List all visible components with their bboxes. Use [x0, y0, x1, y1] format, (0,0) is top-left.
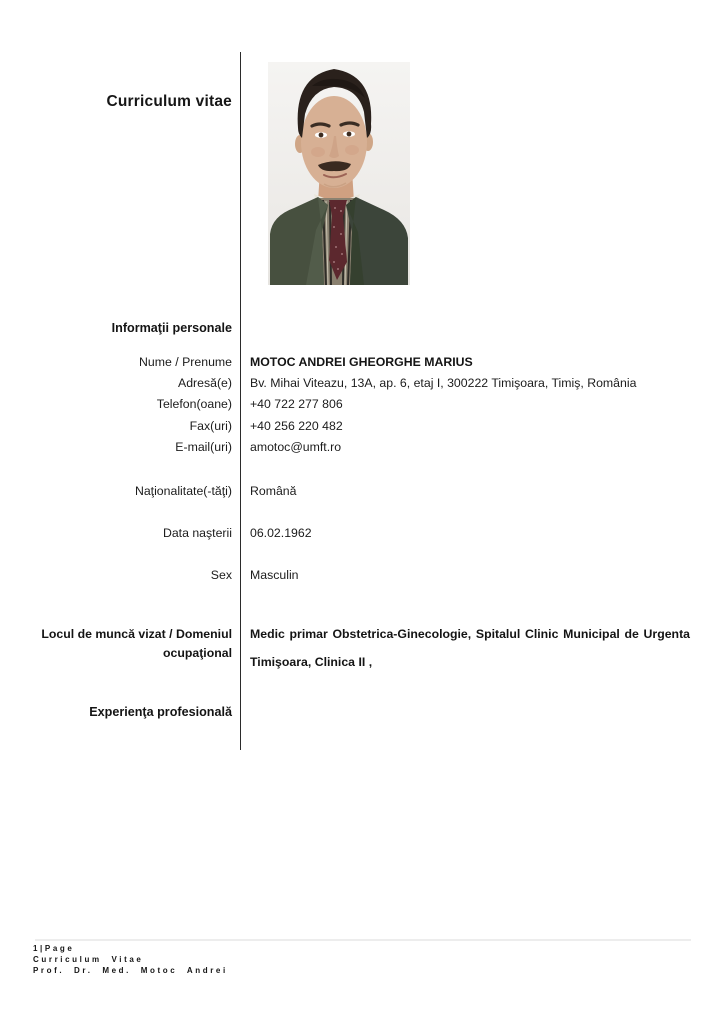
field-row-personal-info-header — [35, 319, 690, 338]
field-row-name — [35, 353, 690, 372]
field-label-birth-date: Data naşterii — [162, 526, 232, 540]
field-value-name: MOTOC ANDREI GHEORGHE MARIUS — [250, 355, 473, 369]
field-label-desired-employment: Locul de muncă vizat / Domeniul ocupaţional — [41, 627, 232, 660]
field-label-email: E-mail(uri) — [175, 440, 232, 454]
field-row-birth-date — [35, 524, 690, 543]
field-row-address — [35, 374, 690, 393]
field-label-name: Nume / Prenume — [139, 355, 232, 369]
field-value-birth-date: 06.02.1962 — [250, 526, 312, 540]
portrait-photo — [268, 62, 410, 285]
field-row-phone — [35, 395, 690, 414]
field-value-phone: +40 722 277 806 — [250, 397, 343, 411]
field-row-experience-header — [35, 703, 690, 722]
field-value-sex: Masculin — [250, 568, 299, 582]
field-row-fax — [35, 417, 690, 436]
footer-divider-line — [35, 939, 691, 941]
field-row-email — [35, 438, 690, 457]
footer-doc-title: Curriculum Vitae — [33, 955, 144, 964]
field-row-nationality — [35, 482, 690, 501]
field-label-phone: Telefon(oane) — [156, 397, 232, 411]
field-label-sex: Sex — [210, 568, 232, 582]
section-header-personal-info: Informaţii personale — [111, 321, 232, 335]
portrait-photo-illustration — [268, 62, 410, 285]
page-title: Curriculum vitae — [106, 93, 232, 110]
field-row-desired-employment — [35, 625, 690, 676]
field-label-address: Adresă(e) — [178, 376, 232, 390]
section-header-experience: Experienţa profesională — [89, 705, 232, 719]
field-value-email: amotoc@umft.ro — [250, 440, 342, 454]
field-value-desired-employment: Medic primar Obstetrica-Ginecologie, Spitalul Clinic Municipal de Urgenta Timişoara, Clinica II , — [250, 627, 690, 669]
page-footer — [33, 943, 228, 976]
field-row-sex — [35, 566, 690, 585]
field-label-fax: Fax(uri) — [189, 419, 232, 433]
field-value-nationality: Română — [250, 484, 297, 498]
footer-author: Prof. Dr. Med. Motoc Andrei — [33, 966, 228, 975]
footer-page-number: 1|Page — [33, 944, 75, 953]
field-value-fax: +40 256 220 482 — [250, 419, 343, 433]
field-label-nationality: Naţionalitate(-tăţi) — [134, 484, 232, 498]
field-value-address: Bv. Mihai Viteazu, 13A, ap. 6, etaj I, 300222 Timişoara, Timiş, România — [250, 376, 637, 390]
